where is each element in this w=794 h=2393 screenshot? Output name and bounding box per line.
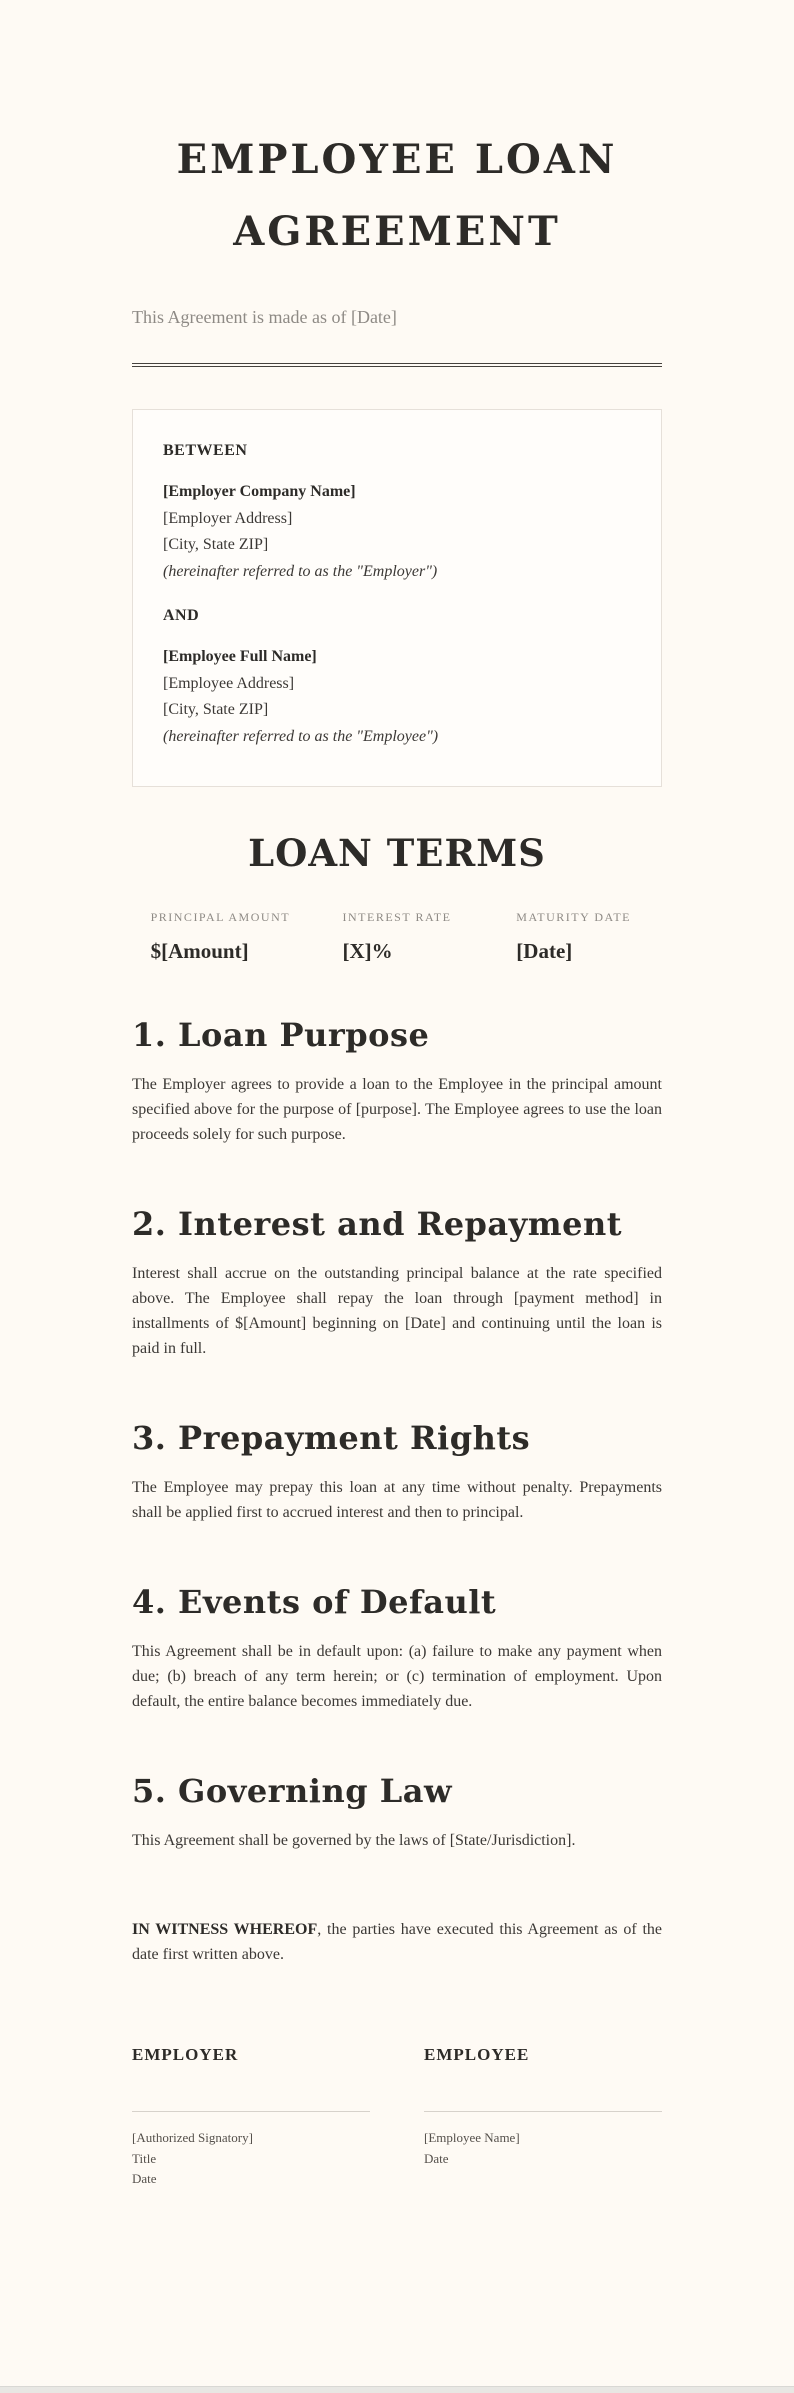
document-content (132, 0, 662, 2190)
term-label-principal: PRINCIPAL AMOUNT (150, 910, 291, 924)
employee-party-block (163, 644, 631, 750)
witness-lead: IN WITNESS WHEREOF (132, 1921, 318, 1938)
section-2-heading: 2. Interest and Repayment (132, 1205, 623, 1243)
employee-signature-heading: EMPLOYEE (424, 2045, 530, 2064)
section-4-heading: 4. Events of Default (132, 1583, 497, 1621)
employee-city: [City, State ZIP] (163, 701, 269, 718)
page-title: EMPLOYEE LOAN AGREEMENT (176, 136, 618, 255)
employee-name: [Employee Full Name] (163, 648, 317, 665)
employer-address: [Employer Address] (163, 509, 293, 527)
employee-signature-line (424, 2111, 662, 2112)
term-value-interest: [X]% (342, 939, 393, 963)
employer-signatory-field: [Authorized Signatory] (132, 2130, 253, 2145)
section-5-heading: 5. Governing Law (132, 1772, 453, 1810)
term-label-maturity: MATURITY DATE (516, 910, 632, 924)
section-4-body: This Agreement shall be in default upon: (a) failure to make any payment when due; (b) breach of any term herein; or (c) termination of employment. Upon default, the entire balance becomes immediately due. (132, 1643, 662, 1710)
term-principal-amount (132, 909, 309, 964)
witness-rest: , the parties have executed this Agreement as of the date first written above. (132, 1921, 663, 1963)
term-value-maturity: [Date] (516, 939, 573, 963)
signature-blocks (132, 2043, 662, 2190)
section-3-heading: 3. Prepayment Rights (132, 1419, 531, 1457)
employee-signature-block (424, 2043, 662, 2190)
and-label: AND (163, 607, 200, 624)
section-2-body: Interest shall accrue on the outstanding principal balance at the rate specified above. The Employee shall repay the loan through [payment method] in installments of $[Amount] beginning on [Date] and continuing until the loan is paid in full. (132, 1265, 662, 1357)
employer-alias: (hereinafter referred to as the "Employer") (163, 562, 438, 580)
employer-date-field: Date (132, 2171, 157, 2186)
double-rule-divider (132, 363, 662, 367)
employee-alias: (hereinafter referred to as the "Employee") (163, 727, 439, 745)
employer-signature-heading: EMPLOYER (132, 2045, 239, 2064)
employer-name: [Employer Company Name] (163, 483, 356, 500)
section-1-heading: 1. Loan Purpose (132, 1016, 430, 1054)
section-3-body: The Employee may prepay this loan at any time without penalty. Prepayments shall be applied first to accrued interest and then to principal. (132, 1479, 662, 1521)
employee-name-field: [Employee Name] (424, 2130, 520, 2145)
term-value-principal: $[Amount] (150, 939, 249, 963)
between-label: BETWEEN (163, 442, 248, 459)
witness-clause (132, 1917, 662, 1967)
employee-date-field: Date (424, 2150, 449, 2166)
employer-signature-block (132, 2043, 370, 2190)
employee-address: [Employee Address] (163, 674, 295, 692)
section-1-body: The Employer agrees to provide a loan to the Employee in the principal amount specified above for the purpose of [purpose]. The Employee agrees to use the loan proceeds solely for such purpose. (132, 1076, 662, 1143)
employer-title-field: Title (132, 2150, 157, 2166)
employer-signature-line (132, 2111, 370, 2112)
section-5-body: This Agreement shall be governed by the laws of [State/Jurisdiction]. (132, 1832, 576, 1849)
loan-terms-grid (132, 909, 662, 964)
employer-city: [City, State ZIP] (163, 536, 269, 553)
loan-terms-heading: LOAN TERMS (248, 831, 546, 875)
viewport-bottom-strip (0, 2386, 794, 2393)
parties-box (132, 409, 662, 787)
term-label-interest: INTEREST RATE (342, 910, 452, 924)
employer-party-block (163, 479, 631, 585)
agreement-intro-line: This Agreement is made as of [Date] (132, 307, 397, 327)
term-interest-rate (309, 909, 486, 964)
term-maturity-date (485, 909, 662, 964)
